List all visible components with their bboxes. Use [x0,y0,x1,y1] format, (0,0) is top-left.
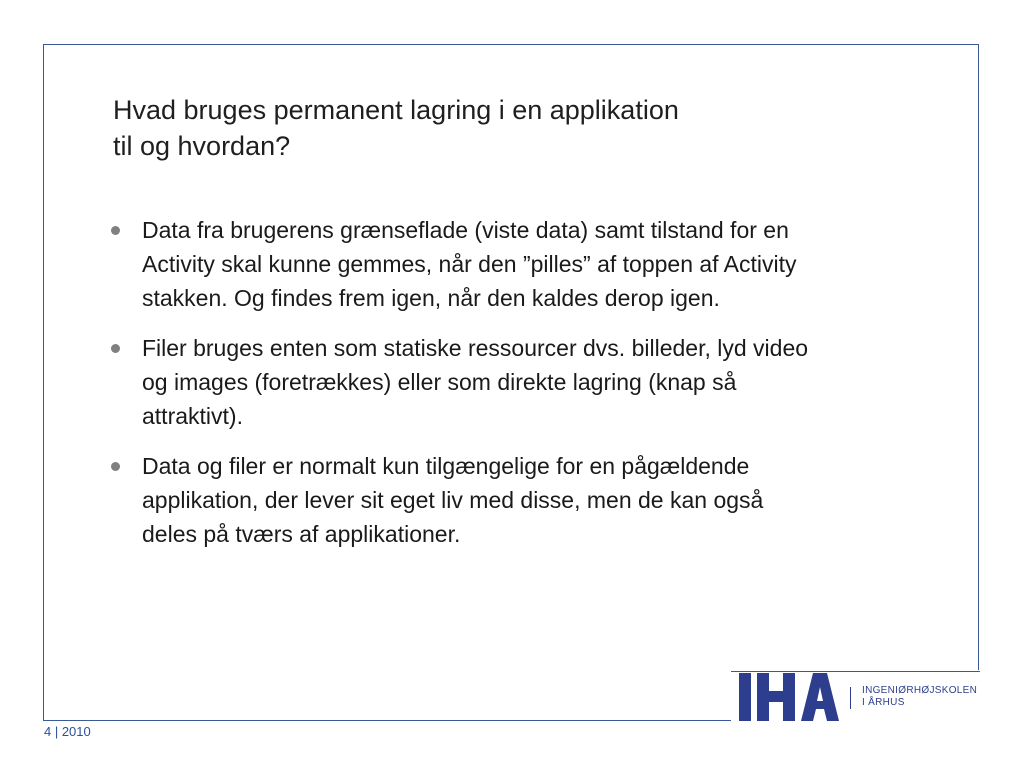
logo-top-rule [731,671,980,672]
bullet-dot-icon [111,226,120,235]
bullet-item-2 [111,331,811,433]
iha-logo-mark-icon [737,673,857,723]
bullet-text-1: Data fra brugerens grænseflade (viste data) samt tilstand for en Activity skal kunne gemmes, når den ”pilles” af toppen af Activity stakken. Og findes frem igen, når den kaldes derop igen. [142,217,797,311]
bullet-list [111,213,811,567]
bullet-text-2: Filer bruges enten som statiske ressourcer dvs. billeder, lyd video og images (foretrækkes) eller som direkte lagring (knap så attraktivt). [142,335,809,429]
bullet-item-3 [111,449,811,551]
logo-text-line-1: INGENIØRHØJSKOLEN [862,685,978,696]
footer-page-label: 4 | 2010 [44,724,91,739]
bullet-text-3: Data og filer er normalt kun tilgængelige for en pågældende applikation, der lever sit eget liv med disse, men de kan også deles på tværs af applikationer. [142,453,764,547]
bullet-item-1 [111,213,811,315]
slide-title-line-2: til og hvordan? [113,131,291,161]
iha-logo [737,673,987,723]
bullet-dot-icon [111,344,120,353]
bullet-dot-icon [111,462,120,471]
slide-title-line-1: Hvad bruges permanent lagring i en applikation [113,95,679,125]
logo-divider [850,687,851,709]
logo-text-line-2: I ÅRHUS [862,697,905,708]
slide-title [113,92,873,164]
